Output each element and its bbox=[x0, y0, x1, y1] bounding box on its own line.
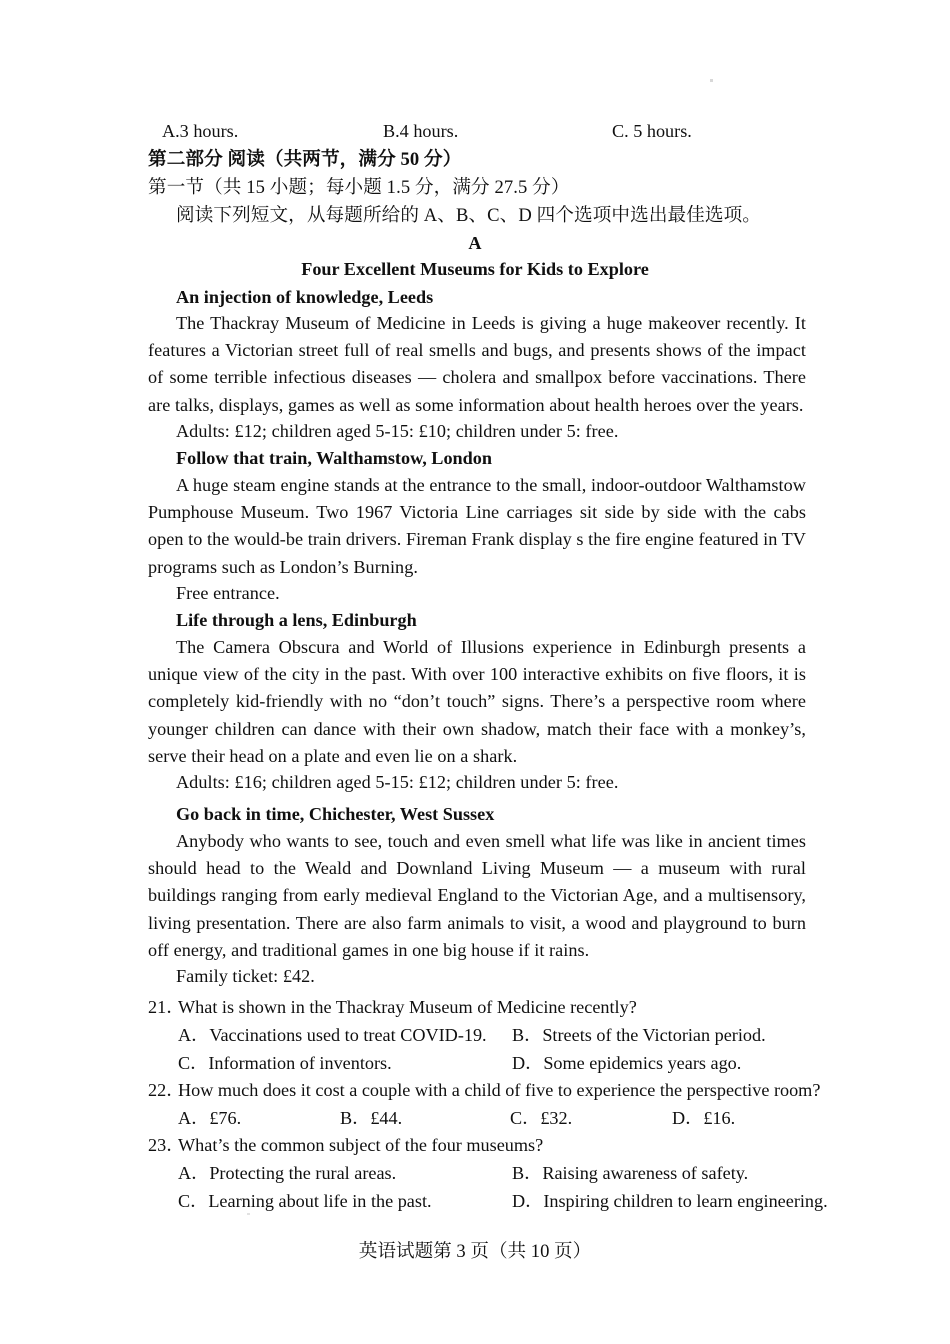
museum-body-1: The Thackray Museum of Medicine in Leeds is giving a huge makeover recently. It features a Victorian street full of real smells and bugs, and presents shows of the impact of some terrible infectious diseases — cholera and smallpox before vaccinations. There are talks, displays, games as well as some information about health heroes over the years. bbox=[148, 313, 806, 415]
question-21-option-c[interactable]: C．Information of inventors. bbox=[178, 1053, 392, 1073]
question-23-option-d[interactable]: D．Inspiring children to learn engineering. bbox=[512, 1191, 828, 1211]
question-21-option-row-1 bbox=[0, 1021, 950, 1049]
question-22-option-b[interactable]: B．£44. bbox=[340, 1108, 403, 1128]
museum-price-1: Adults: £12; children aged 5-15: £10; children under 5: free. bbox=[176, 421, 619, 441]
museum-price-4: Family ticket: £42. bbox=[176, 966, 315, 986]
page-footer: 英语试题第 3 页（共 10 页） bbox=[358, 1241, 592, 1262]
museum-heading-2: Follow that train, Walthamstow, London bbox=[176, 448, 492, 468]
part-two-heading: 第二部分 阅读（共两节，满分 50 分） bbox=[148, 149, 462, 170]
museum-body-4: Anybody who wants to see, touch and even smell what life was like in ancient times should head to the Weald and Downland Living Museum — a museum with rural buildings ranging from early medieval England to the Victorian Age, and a multisensory, living presentation. There are also farm animals to visit, a wood and playground to burn off energy, and traditional games in one big house if it rains. bbox=[148, 831, 806, 960]
museum-heading-4: Go back in time, Chichester, West Sussex bbox=[176, 804, 495, 824]
question-23-option-a[interactable]: A．Protecting the rural areas. bbox=[178, 1163, 397, 1183]
carryover-option-row bbox=[0, 117, 950, 145]
question-21-option-b[interactable]: B．Streets of the Victorian period. bbox=[512, 1025, 766, 1045]
museum-body-3: The Camera Obscura and World of Illusions experience in Edinburgh presents a unique view of the city in the past. With over 100 interactive exhibits on five floors, it is completely kid-friendly with no “don’t touch” signs. There’s a perspective room where younger children can dance with their own shadow, match their face with a monkey’s, serve their head on a plate and even lie on a shark. bbox=[148, 637, 806, 766]
carryover-option-c: C. 5 hours. bbox=[612, 121, 692, 141]
question-21-option-a[interactable]: A．Vaccinations used to treat COVID-19. bbox=[178, 1025, 487, 1045]
question-23-option-c[interactable]: C．Learning about life in the past. bbox=[178, 1191, 432, 1211]
question-22-option-a[interactable]: A．£76. bbox=[178, 1108, 242, 1128]
question-21-stem: What is shown in the Thackray Museum of Medicine recently? bbox=[178, 997, 637, 1017]
scan-speck bbox=[710, 79, 713, 82]
question-22-option-d[interactable]: D．£16. bbox=[672, 1108, 736, 1128]
question-22-option-c[interactable]: C．£32. bbox=[510, 1108, 573, 1128]
question-23-option-b[interactable]: B．Raising awareness of safety. bbox=[512, 1163, 749, 1183]
question-23-option-row-1 bbox=[0, 1159, 950, 1187]
carryover-option-b: B.4 hours. bbox=[383, 121, 459, 141]
passage-title: Four Excellent Museums for Kids to Explore bbox=[301, 259, 649, 279]
question-22-number: 22． bbox=[148, 1080, 185, 1100]
question-22-option-row-1 bbox=[0, 1104, 950, 1132]
museum-heading-3: Life through a lens, Edinburgh bbox=[176, 610, 417, 630]
museum-price-3: Adults: £16; children aged 5-15: £12; children under 5: free. bbox=[176, 772, 619, 792]
question-23-option-row-2 bbox=[0, 1187, 950, 1215]
museum-body-2: A huge steam engine stands at the entrance to the small, indoor-outdoor Walthamstow Pumphouse Museum. Two 1967 Victoria Line carriages sit side by side with the cabs open to the would-be train drivers. Fireman Frank display s the fire engine featured in TV programs such as London’s Burning. bbox=[148, 475, 806, 577]
question-21-number: 21． bbox=[148, 997, 185, 1017]
passage-letter: A bbox=[468, 233, 482, 253]
question-21-option-row-2 bbox=[0, 1049, 950, 1077]
museum-price-2: Free entrance. bbox=[176, 583, 280, 603]
question-23-stem: What’s the common subject of the four museums? bbox=[178, 1135, 544, 1155]
question-23-number: 23． bbox=[148, 1135, 185, 1155]
museum-heading-1: An injection of knowledge, Leeds bbox=[176, 287, 434, 307]
instruction-line: 阅读下列短文，从每题所给的 A、B、C、D 四个选项中选出最佳选项。 bbox=[176, 205, 761, 226]
question-21-option-d[interactable]: D．Some epidemics years ago. bbox=[512, 1053, 742, 1073]
carryover-option-a: A.3 hours. bbox=[162, 121, 239, 141]
subsection-heading: 第一节（共 15 小题；每小题 1.5 分，满分 27.5 分） bbox=[148, 177, 570, 198]
question-22-stem: How much does it cost a couple with a child of five to experience the perspective room? bbox=[178, 1080, 821, 1100]
